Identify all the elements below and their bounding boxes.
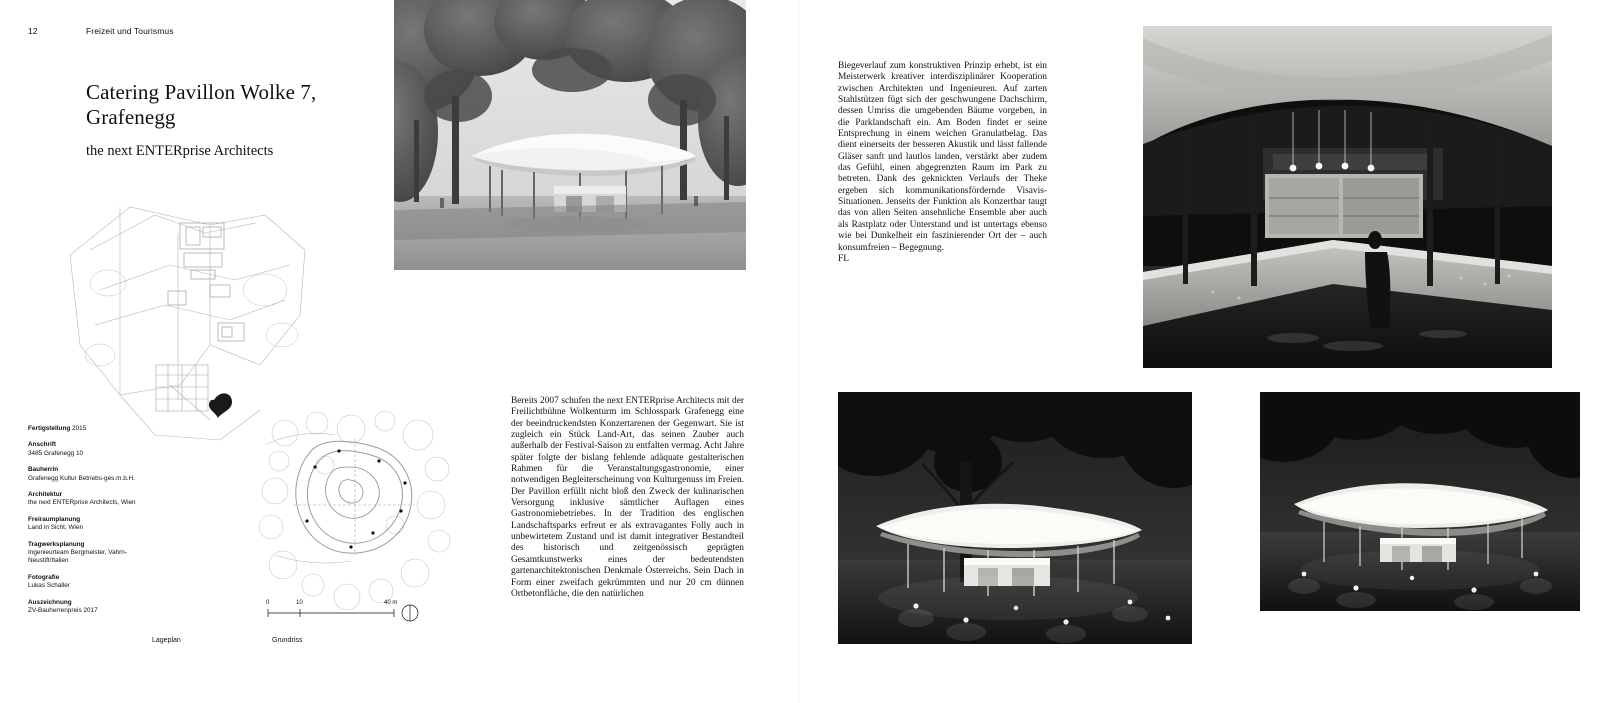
project-credits xyxy=(28,425,148,624)
photo-interior-bar-night xyxy=(1143,26,1552,368)
title-block xyxy=(86,80,386,160)
page-folio: 12 xyxy=(28,26,38,36)
caption-site-plan: Lageplan xyxy=(152,637,181,644)
svg-text:40 m: 40 m xyxy=(384,600,398,606)
running-head: Freizeit und Tourismus xyxy=(86,26,174,36)
page-title: Catering Pavillon Wolke 7, Grafenegg xyxy=(86,80,317,129)
credit-item xyxy=(28,466,148,483)
credit-value: 2015 xyxy=(72,425,87,432)
floor-plan-drawing xyxy=(255,405,455,615)
credit-label: Tragwerksplanung xyxy=(28,540,85,548)
credit-item xyxy=(28,491,148,508)
credit-label: Auszeichnung xyxy=(28,598,72,606)
scale-bar xyxy=(262,595,422,627)
author-initials: FL xyxy=(838,253,849,264)
credit-value: Grafenegg Kultur Betriebs-ges.m.b.H. xyxy=(28,474,135,482)
body-text-left-column xyxy=(511,396,744,600)
credit-label: Anschrift xyxy=(28,441,57,449)
credit-item xyxy=(28,574,148,591)
credit-label: Fertigstellung xyxy=(28,425,71,432)
credit-label: Freiraumplanung xyxy=(28,515,81,523)
photo-pavilion-night-wide xyxy=(838,392,1192,644)
credit-value: Lukas Schaller xyxy=(28,582,70,590)
credit-value: the next ENTERprise Architects, Wien xyxy=(28,499,136,507)
credit-value: Ingenieurteam Bergmeister, Vahrn-Neustift/Italien xyxy=(28,549,127,565)
credit-value: 3485 Grafenegg 10 xyxy=(28,449,84,457)
credit-value: ZV-Bauherrenpreis 2017 xyxy=(28,607,98,615)
body-text-right-column xyxy=(838,61,1047,265)
credit-item xyxy=(28,599,148,616)
svg-text:0: 0 xyxy=(266,600,270,606)
photo-exterior-day xyxy=(394,0,746,270)
credit-label: Fotografie xyxy=(28,573,60,581)
architect-name: the next ENTERprise Architects xyxy=(86,143,274,159)
photo-pavilion-night-path xyxy=(1260,392,1580,611)
page-gutter-shadow xyxy=(798,0,802,703)
caption-floor-plan: Grundriss xyxy=(272,637,303,644)
body-paragraph: Biegeverlauf zum konstruktiven Prinzip erhebt, ist ein Meisterwerk kreativer interdisziplinärer Kooperation zwischen Architekten und Ingenieuren. Auf zarten Stahlstützen fügt sich der geschwungene Dachschirm, dessen Umriss die umgebenden Bäume vorgeben, in die Parklandschaft ein. Am Boden findet er seine Entsprechung in einem weichen Granulatbelag. Das dient einerseits der besseren Akustik und lässt fallende Gläser sanft und lautlos landen, verstärkt aber zudem das Gefühl, einen abgegrenzten Raum im Park zu betreten. Dank des geknickten Verlaufs der Theke ergeben sich kommunikationsfördernde Visavis-Situationen. Jenseits der Funktion als Konzertbar taugt das von allen Seiten ansehnliche Ensemble aber auch als Rastplatz oder Unterstand und ist untertags ebenso wie bei Dunkelheit ein faszinierender Ort der – auch konsumfreien – Begegnung. xyxy=(838,61,1047,253)
credit-label: Architektur xyxy=(28,491,63,499)
credit-label: Bauherrin xyxy=(28,466,59,474)
credit-value: Land in Sicht, Wien xyxy=(28,524,84,532)
credit-item xyxy=(28,516,148,533)
body-paragraph: Bereits 2007 schufen the next ENTERprise Architects mit der Freilichtbühne Wolkenturm im Schlosspark Grafenegg eine der beeindruckendsten Konzertarenen der Gegenwart. Sie ist zugleich ein Stück Land-Art, das seinen Zauber auch außerhalb der Festival-Saison zu entfalten vermag. Acht Jahre später folgte der bislang fehlende adäquate gestalterischen Rahmen für die Veranstaltungsgastronomie, einer notwendigen Begleiterscheinung von Kulturgenuss im Freien. Der Pavillon erfüllt nicht bloß den Zweck der kulinarischen Versorgung inklusive sämtlicher Auflagen eines Gastronomiebetriebes. In der Tradition des englischen Landschaftsparks erfreut er als extravagantes Folly auch in unbewirtetem Zustand und ist damit integrativer Bestandteil des historisch und zeitgenössisch geprägten Gesamtkunstwerks eines der bedeutendsten gartenarchitektonischen Denkmale Österreichs. Sein Dach in Form einer zweifach gekrümmten und nur 20 cm dünnen Ortbetonfläche, die den natürlichen xyxy=(511,396,744,599)
credit-item xyxy=(28,541,148,566)
svg-text:10: 10 xyxy=(296,600,303,606)
